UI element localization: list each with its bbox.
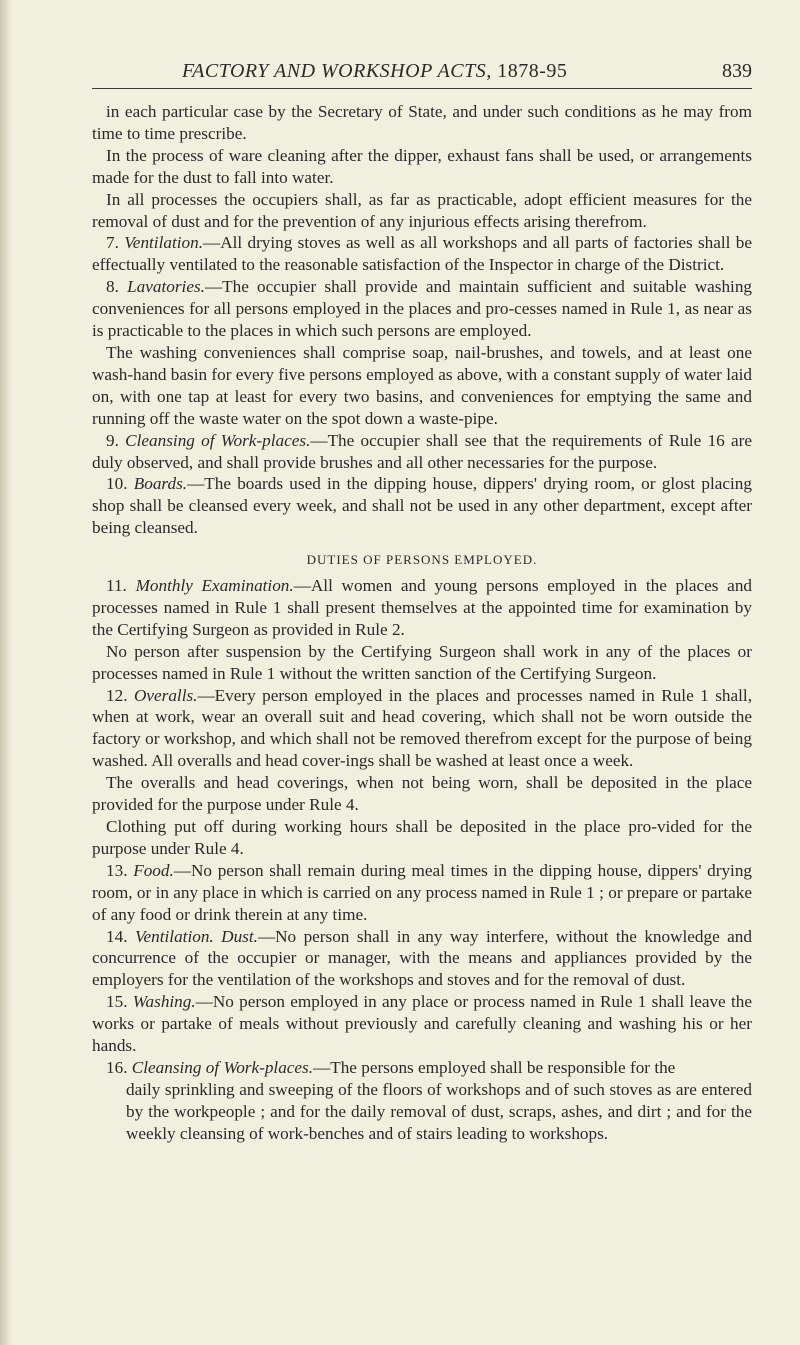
paragraph <box>92 772 752 816</box>
rule-number: 8. <box>106 277 119 297</box>
rule-number: 11. <box>106 576 127 596</box>
rule-text: —The occupier shall see that the requirements of Rule 16 are duly observed, and shall provide brushes and all other necessaries for the purpose. <box>92 430 753 472</box>
paragraph <box>92 101 752 145</box>
rule-text: —Every person employed in the places and processes named in Rule 1 shall, when at work, wear an overall suit and head covering, which shall not be worn outside the factory or workshop, and which shall not be removed therefrom except for the purpose of being washed. All overalls and head cover-ings shall be washed at least once a week. <box>92 685 753 771</box>
rule-heading: Lavatories. <box>127 277 205 297</box>
rule-text: —The boards used in the dipping house, dippers' drying room, or glost placing shop shall be cleansed every week, and shall not be used in any other department, except after being cleansed. <box>92 474 752 538</box>
rule-heading: Cleansing of Work-places. <box>131 1057 314 1077</box>
running-title-years: 1878-95 <box>497 60 568 82</box>
rule-text: —No person shall in any way interfere, without the knowledge and concurrence of the occupier or manager, with the means and appliances provided by the employers for the ventilation of the workshops and stoves and for the removal of dust. <box>92 926 752 990</box>
rule-number: 14. <box>106 926 128 946</box>
rule-text: —No person employed in any place or process named in Rule 1 shall leave the works or partake of meals without previously and carefully cleaning and washing his or her hands. <box>92 992 752 1056</box>
rule-number: 16. <box>106 1057 128 1077</box>
rule-heading: Ventilation. Dust. <box>134 926 258 946</box>
running-header <box>92 58 752 89</box>
rule-heading: Food. <box>133 860 174 880</box>
rule-12 <box>92 685 752 773</box>
rule-text: —All drying stoves as well as all workshops and all parts of factories shall be effectually ventilated to the reasonable satisfaction of the Inspector in charge of the District. <box>92 233 753 275</box>
paragraph-text: In the process of ware cleaning after the dipper, exhaust fans shall be used, or arrangements made for the dust to fall into water. <box>92 145 752 187</box>
paragraph-text: The washing conveniences shall comprise soap, nail-brushes, and towels, and at least one wash-hand basin for every five persons employed as above, with a constant supply of water laid on, with one tap at least for every two basins, and conveniences for emptying the same and running off the waste water on the spot down a waste-pipe. <box>92 342 752 428</box>
rule-9 <box>92 430 752 474</box>
paragraph <box>92 641 752 685</box>
book-page <box>92 58 752 1145</box>
paragraph-text: Clothing put off during working hours shall be deposited in the place pro-vided for the purpose under Rule 4. <box>92 817 752 858</box>
rule-heading: Washing. <box>132 992 196 1012</box>
rule-number: 9. <box>106 430 119 450</box>
rule-text: —All women and young persons employed in the places and processes named in Rule 1 shall present themselves at the appointed time for examination by the Certifying Surgeon as provided in Rule 2. <box>92 576 753 639</box>
rule-16 <box>92 1057 752 1079</box>
rule-heading: Monthly Examination. <box>135 576 294 596</box>
rule-heading: Ventilation. <box>124 233 203 253</box>
binding-shadow <box>0 0 14 1345</box>
rule-number: 15. <box>106 992 128 1012</box>
rule-13 <box>92 860 752 926</box>
rule-text: —The occupier shall provide and maintain sufficient and suitable washing conveniences for all persons employed in the places and pro-cesses named in Rule 1, as near as is practicable to the places in which such persons are employed. <box>92 277 753 341</box>
paragraph <box>92 189 752 233</box>
paragraph-text: In all processes the occupiers shall, as far as practicable, adopt efficient measures for the removal of dust and for the prevention of any injurious effects arising therefrom. <box>92 189 752 231</box>
rule-11 <box>92 575 752 641</box>
page-number: 839 <box>722 60 752 82</box>
section-heading: DUTIES OF PERSONS EMPLOYED. <box>306 552 538 568</box>
paragraph <box>92 145 752 189</box>
rule-number: 10. <box>106 474 128 494</box>
rule-text: —The persons employed shall be responsible for the <box>313 1057 676 1077</box>
paragraph-text: No person after suspension by the Certifying Surgeon shall work in any of the places or processes named in Rule 1 without the written sanction of the Certifying Surgeon. <box>92 641 752 683</box>
paragraph-text: in each particular case by the Secretary of State, and under such conditions as he may from time to time prescribe. <box>92 102 752 143</box>
rule-14 <box>92 926 752 992</box>
rule-15 <box>92 991 752 1057</box>
page-body <box>92 101 752 1145</box>
rule-heading: Overalls. <box>133 685 198 705</box>
paragraph <box>92 342 752 430</box>
paragraph-text: The overalls and head coverings, when not being worn, shall be deposited in the place provided for the purpose under Rule 4. <box>92 773 752 815</box>
rule-10 <box>92 473 752 539</box>
rule-heading: Cleansing of Work-places. <box>125 430 311 450</box>
rule-heading: Boards. <box>133 474 188 494</box>
rule-number: 13. <box>106 860 128 880</box>
rule-8 <box>92 276 752 342</box>
indented-text: daily sprinkling and sweeping of the floors of workshops and of such stoves as are entered by the workpeople ; and for the daily removal of dust, scraps, ashes, and dirt ; and for the weekly cleansing of work-benches and of stairs leading to workshops. <box>126 1079 752 1143</box>
paragraph <box>92 816 752 860</box>
running-title <box>182 60 567 83</box>
rule-number: 12. <box>106 685 128 705</box>
rule-7 <box>92 232 752 276</box>
indented-block <box>92 1079 752 1145</box>
rule-text: —No person shall remain during meal times in the dipping house, dippers' drying room, or in any place in which is carried on any process named in Rule 1 ; or prepare or partake of any food or drink therein at any time. <box>92 860 753 924</box>
running-title-main: FACTORY AND WORKSHOP ACTS, <box>182 60 492 82</box>
rule-number: 7. <box>106 233 119 253</box>
